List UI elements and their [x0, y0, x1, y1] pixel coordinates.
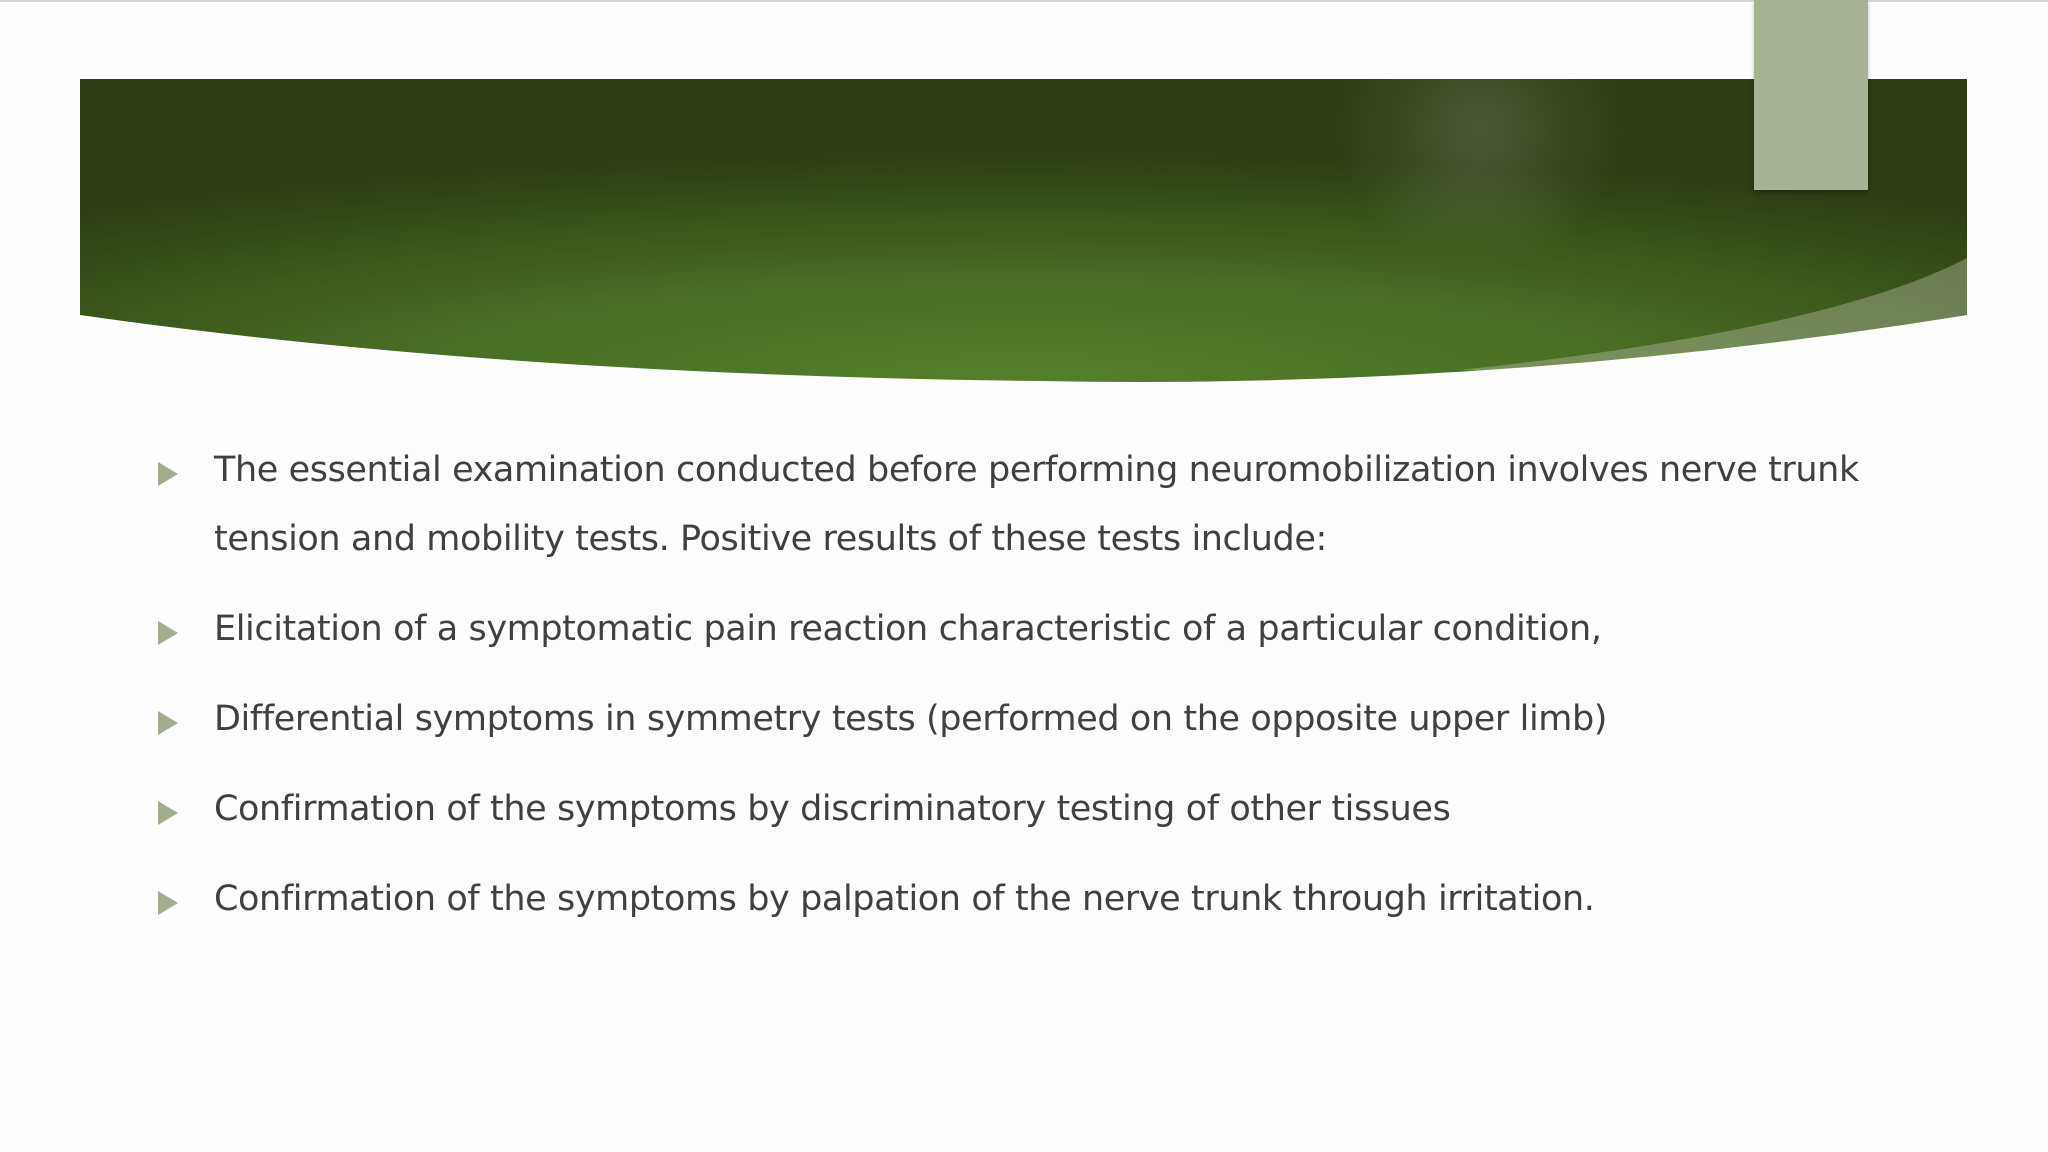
- bullet-text: Confirmation of the symptoms by discriminatory testing of other tissues: [214, 789, 1451, 829]
- bullet-item: [158, 865, 1878, 934]
- bullet-item: [158, 685, 1878, 754]
- bullet-text: Elicitation of a symptomatic pain reaction characteristic of a particular condition,: [214, 609, 1602, 649]
- bullet-item: [158, 436, 1878, 574]
- header-banner: [0, 0, 2048, 400]
- bullet-item: [158, 595, 1878, 664]
- decorative-tab: [1754, 0, 1868, 190]
- bullet-text: Differential symptoms in symmetry tests (performed on the opposite upper limb): [214, 699, 1608, 739]
- banner-shape: [80, 79, 1967, 382]
- bullet-item: [158, 775, 1878, 844]
- triangle-bullet-icon: [158, 891, 178, 915]
- bullet-text: Confirmation of the symptoms by palpation of the nerve trunk through irritation.: [214, 879, 1595, 919]
- bullet-text: The essential examination conducted before performing neuromobilization involves nerve trunk tension and mobility tests. Positive results of these tests include:: [214, 450, 1859, 559]
- triangle-bullet-icon: [158, 711, 178, 735]
- triangle-bullet-icon: [158, 621, 178, 645]
- triangle-bullet-icon: [158, 801, 178, 825]
- triangle-bullet-icon: [158, 462, 178, 486]
- bullet-list: [158, 436, 1878, 955]
